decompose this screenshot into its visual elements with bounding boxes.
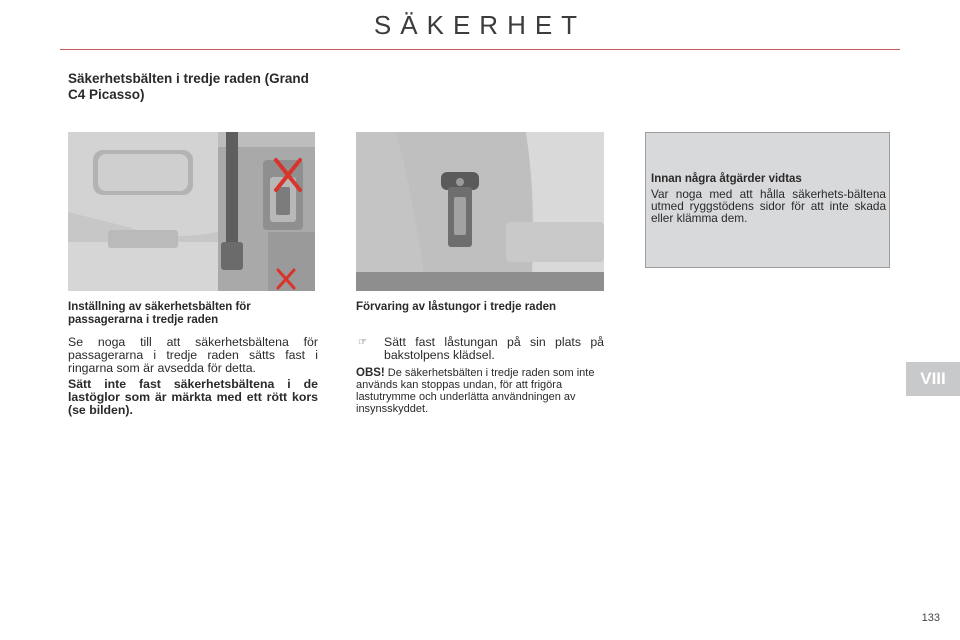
middle-caption: Förvaring av låstungor i tredje raden — [356, 301, 557, 313]
pointing-hand-icon: ☞ — [358, 337, 367, 348]
left-warning: Sätt inte fast säkerhetsbältena i de lastöglor som är märkta med ett rött kors (se bilden). — [68, 377, 318, 417]
chapter-tab[interactable]: VIII — [906, 362, 960, 396]
info-box — [645, 132, 890, 268]
list-item — [356, 336, 604, 362]
section-heading: Säkerhetsbälten i tredje raden (Grand C4 Picasso) — [68, 71, 309, 102]
seatbelt-anchor-photo — [68, 132, 315, 291]
obs-text: De säkerhetsbälten i tredje raden som inte används kan stoppas undan, för att frigöra lastutrymme och underlätta användningen av insynsskyddet. — [356, 367, 595, 415]
bullet-list — [356, 336, 604, 362]
buckle-storage-photo — [356, 132, 604, 291]
page-title: SÄKERHET — [373, 10, 587, 40]
left-paragraph: Se noga till att säkerhetsbältena för passagerarna i tredje raden sätts fast i ringarna som är avsedda för detta. — [68, 335, 318, 375]
obs-label: OBS! — [356, 367, 385, 379]
obs-note — [356, 367, 604, 415]
page-number: 133 — [921, 612, 940, 624]
info-title: Innan några åtgärder vidtas — [651, 173, 802, 185]
info-text: Var noga med att hålla säkerhets-bältena utmed ryggstödens sidor för att inte skada eller klämma dem. — [651, 187, 886, 225]
left-caption: Inställning av säkerhetsbälten för passagerarna i tredje raden — [68, 301, 251, 326]
bullet-text: Sätt fast låstungan på sin plats på bakstolpens klädsel. — [384, 335, 604, 362]
title-divider — [60, 49, 900, 50]
left-body — [68, 336, 318, 420]
